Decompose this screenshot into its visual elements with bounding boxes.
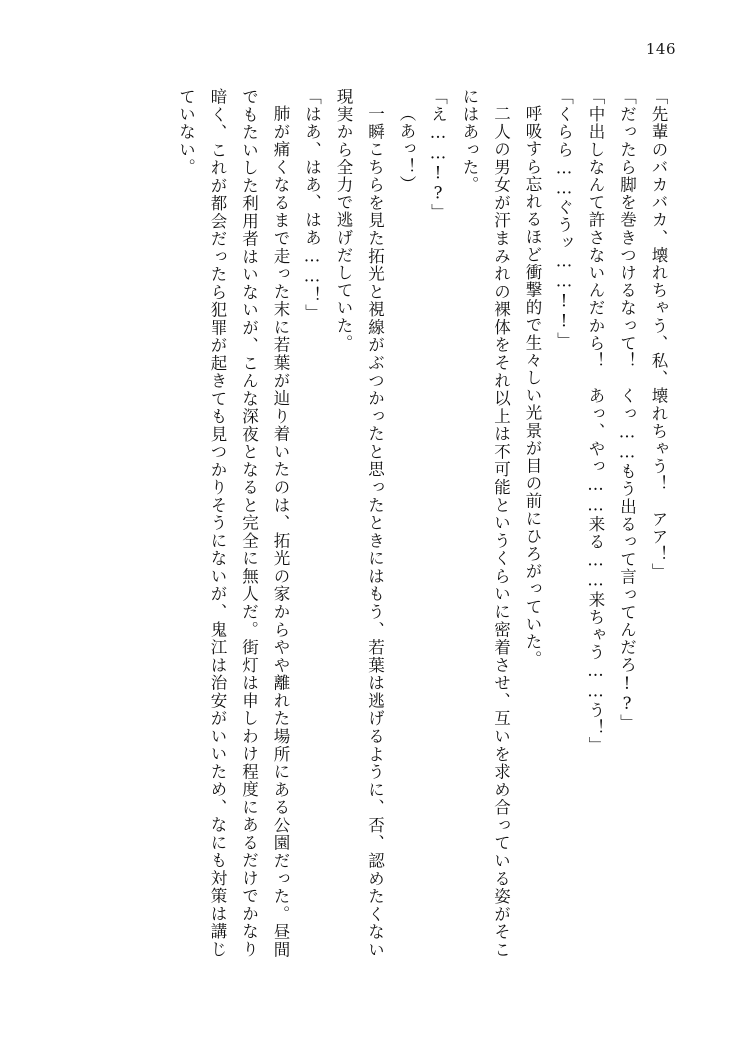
body-paragraph: 「はあ、はあ、はあ……！」 xyxy=(302,88,322,322)
page-number: 146 xyxy=(645,40,676,58)
body-paragraph: 「え……!?」 xyxy=(428,88,448,222)
body-paragraph: 「だったら脚を巻きつけるなって！ くっ……もう出るって言ってんだろ!?」 xyxy=(617,88,637,732)
body-paragraph: （あっ！） xyxy=(397,104,416,193)
body-paragraph: 「中出しなんて許さないんだから！ あっ、やっ……来る……来ちゃう……う！」 xyxy=(586,88,605,755)
body-paragraph: 一瞬こちらを見た拓光と視線がぶつかったと思ったときにはもう、若葉は逃げるように、否、認めたくない現実から全力で逃げだしていた。 xyxy=(334,88,385,958)
page-body-text xyxy=(100,88,674,958)
body-paragraph: 肺が痛くなるまで走った末に若葉が辿り着いたのは、拓光の家からやや離れた場所にある公園だった。昼間でもたいした利用者はいないが、こんな深夜となると完全に無人だ。街灯は申しわけ程度にあるだけでかなり暗く、これが都会だったら犯罪が起きても見つかりそうにないが、鬼江は治安がいいため、なにも対策は講じていない。 xyxy=(176,88,290,958)
body-paragraph: 呼吸すら忘れるほど衝撃的で生々しい光景が目の前にひろがっていた。 xyxy=(523,104,542,668)
body-paragraph: 「くらら……ぐうッ……!!」 xyxy=(554,88,574,350)
body-paragraph: 二人の男女が汗まみれの裸体をそれ以上は不可能というくらいに密着させ、互いを求め合っている姿がそこにはあった。 xyxy=(460,88,511,958)
body-paragraph: 「先輩のバカバカ、壊れちゃう、私、壊れちゃう！ アア！」 xyxy=(649,88,668,581)
